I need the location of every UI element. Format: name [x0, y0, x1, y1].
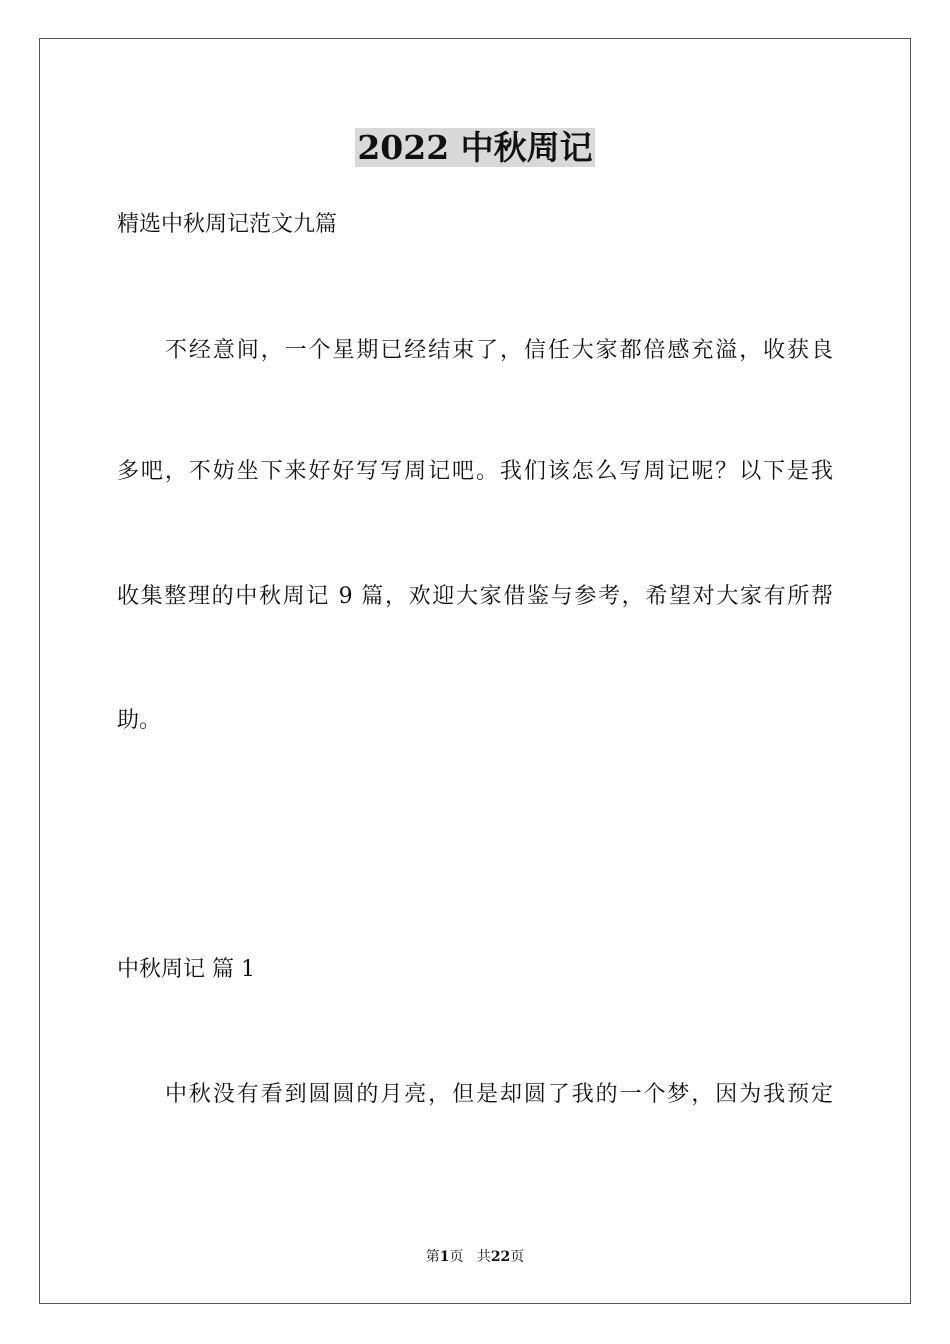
intro-line: 收集整理的中秋周记 9 篇，欢迎大家借鉴与参考，希望对大家有所帮 — [117, 584, 833, 609]
intro-line: 不经意间，一个星期已经结束了，信任大家都倍感充溢，收获良 — [165, 338, 833, 363]
total-label-prefix: 共 — [476, 1249, 491, 1265]
page-number: 1 — [439, 1249, 450, 1265]
page-label-suffix: 页 — [449, 1249, 464, 1265]
page-footer — [0, 1247, 950, 1267]
document-subtitle: 精选中秋周记范文九篇 — [117, 212, 338, 237]
title-text: 2022 中秋周记 — [357, 128, 593, 167]
total-label-suffix: 页 — [510, 1249, 525, 1265]
document-title — [0, 128, 950, 168]
intro-line: 助。 — [117, 708, 162, 733]
section-heading: 中秋周记 篇 1 — [117, 957, 255, 982]
section-line: 中秋没有看到圆圆的月亮，但是却圆了我的一个梦，因为我预定 — [165, 1082, 833, 1107]
intro-line: 多吧，不妨坐下来好好写写周记吧。我们该怎么写周记呢？以下是我 — [117, 459, 833, 484]
total-pages: 22 — [490, 1249, 511, 1265]
page-label-prefix: 第 — [425, 1249, 440, 1265]
